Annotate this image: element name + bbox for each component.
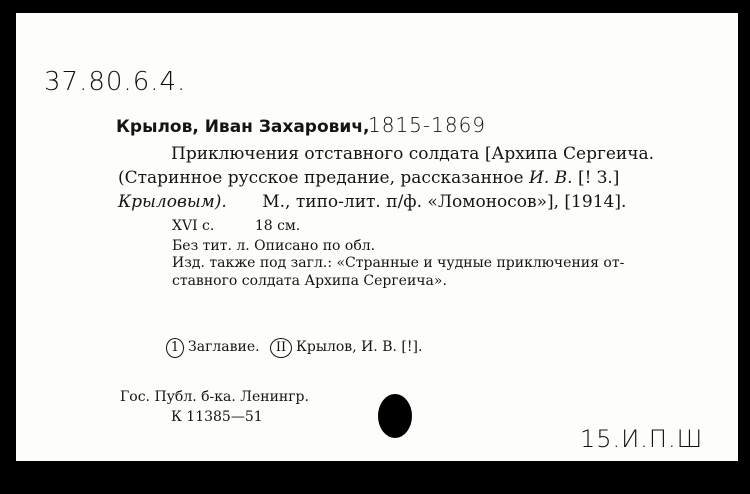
tracing-number-1: 1 bbox=[166, 338, 184, 358]
title-line-3 bbox=[118, 192, 626, 212]
title-line-1: Приключения отставного солдата [Архипа Сергеича. bbox=[171, 144, 655, 164]
shelf-mark: 37.80.6.4. bbox=[44, 67, 187, 97]
note-1: Без тит. л. Описано по обл. bbox=[172, 238, 376, 254]
editor-initials: И. В. bbox=[529, 168, 573, 188]
punch-hole bbox=[378, 394, 412, 438]
catalog-card bbox=[16, 13, 738, 461]
title-line-2-text: (Старинное русское предание, рассказанное bbox=[118, 168, 524, 188]
tracings bbox=[166, 338, 422, 358]
library-line-1: Гос. Публ. б-ка. Ленингр. bbox=[120, 389, 309, 405]
note-2: Изд. также под загл.: «Странные и чудные приключения от- bbox=[172, 255, 625, 271]
pages: XVI с. bbox=[172, 218, 215, 234]
imprint: М., типо-лит. п/ф. «Ломоносов»], [1914]. bbox=[262, 192, 627, 212]
author-heading: Крылов, Иван Захарович, bbox=[116, 117, 370, 137]
library-line-2: К 11385—51 bbox=[171, 409, 263, 425]
editor-correction: [! З.] bbox=[577, 168, 620, 188]
author-dates: 1815-1869 bbox=[368, 113, 487, 137]
size: 18 см. bbox=[254, 218, 301, 234]
editor-surname: Крыловым). bbox=[118, 192, 227, 212]
title-line-2 bbox=[118, 168, 619, 188]
collation bbox=[172, 218, 300, 234]
tracing-label-1: Заглавие. bbox=[188, 339, 260, 355]
tracing-number-2: II bbox=[270, 338, 292, 358]
handwritten-note: 15.И.П.Ш bbox=[580, 425, 704, 453]
note-3: ставного солдата Архипа Сергеича». bbox=[172, 273, 447, 289]
tracing-label-2: Крылов, И. В. [!]. bbox=[296, 339, 423, 355]
